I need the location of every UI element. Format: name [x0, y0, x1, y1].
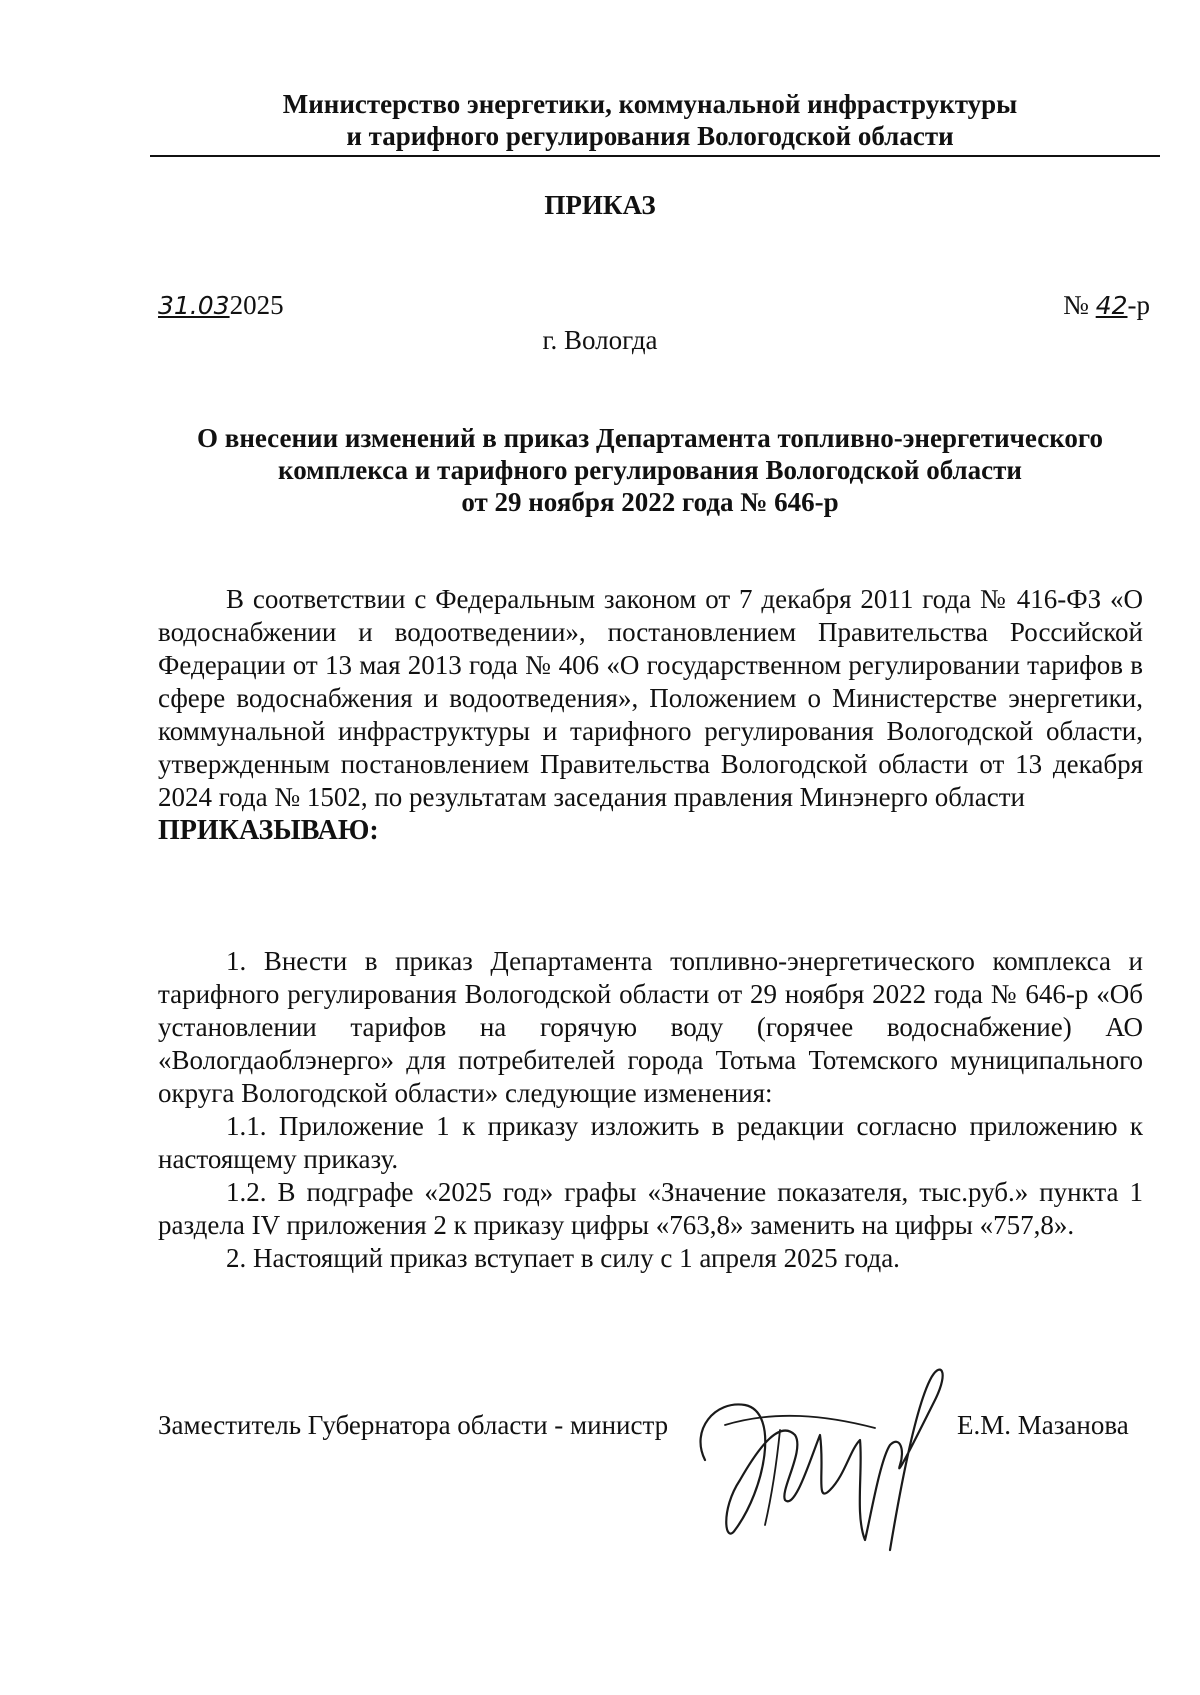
ministry-header: [150, 88, 1150, 152]
document-date: [158, 290, 284, 321]
subject-line2: комплекса и тарифного регулирования Вологодской области: [278, 455, 1022, 485]
handwritten-signature: [685, 1340, 985, 1560]
number-sign: №: [1063, 290, 1089, 320]
order-item-1-2: 1.2. В подграфе «2025 год» графы «Значение показателя, тыс.руб.» пункта 1 раздела IV приложения 2 к приказу цифры «763,8» заменить на цифры «757,8».: [158, 1177, 1143, 1240]
signer-name: Е.М. Мазанова: [957, 1410, 1129, 1440]
document-subject: [150, 422, 1150, 518]
handwritten-number: 42: [1095, 291, 1128, 320]
order-item-2: 2. Настоящий приказ вступает в силу с 1 апреля 2025 года.: [226, 1243, 900, 1273]
order-item-1: 1. Внести в приказ Департамента топливно-энергетического комплекса и тарифного регулирования Вологодской области от 29 ноября 2022 года № 646-р «Об установлении тарифов на горячую воду (горячее водоснабжение) АО «Вологдаоблэнерго» для потребителей города Тотьма Тотемского муниципального округа Вологодской области» следующие изменения:: [158, 946, 1143, 1108]
subject-line3: от 29 ноября 2022 года № 646-р: [461, 487, 839, 517]
preamble-paragraph: В соответствии с Федеральным законом от 7 декабря 2011 года № 416-ФЗ «О водоснабжении и водоотведении», постановлением Правительства Российской Федерации от 13 мая 2013 года № 406 «О государственном регулировании тарифов в сфере водоснабжения и водоотведения», Положением о Министерстве энергетики, коммунальной инфраструктуры и тарифного регулирования Вологодской области, утвержденным постановлением Правительства Вологодской области от 13 декабря 2024 года № 1502, по результатам заседания правления Минэнерго области: [158, 584, 1143, 812]
printed-year: 2025: [229, 290, 284, 320]
ministry-header-line2: и тарифного регулирования Вологодской области: [346, 121, 954, 151]
ministry-header-line1: Министерство энергетики, коммунальной инфраструктуры: [282, 89, 1018, 119]
number-suffix: -р: [1127, 290, 1150, 320]
document-type-title: ПРИКАЗ: [544, 190, 656, 220]
document-preamble-block: [158, 583, 1143, 847]
header-divider: [150, 155, 1160, 157]
order-word: ПРИКАЗЫВАЮ:: [158, 815, 379, 846]
signer-title: Заместитель Губернатора области - министр: [158, 1410, 669, 1440]
document-number: [1063, 290, 1150, 321]
order-items: [158, 945, 1143, 1275]
order-item-1-1: 1.1. Приложение 1 к приказу изложить в редакции согласно приложению к настоящему приказу.: [158, 1111, 1143, 1174]
handwritten-date: 31.03: [158, 291, 230, 320]
subject-line1: О внесении изменений в приказ Департамента топливно-энергетического: [196, 423, 1103, 453]
document-city: г. Вологда: [542, 325, 658, 355]
